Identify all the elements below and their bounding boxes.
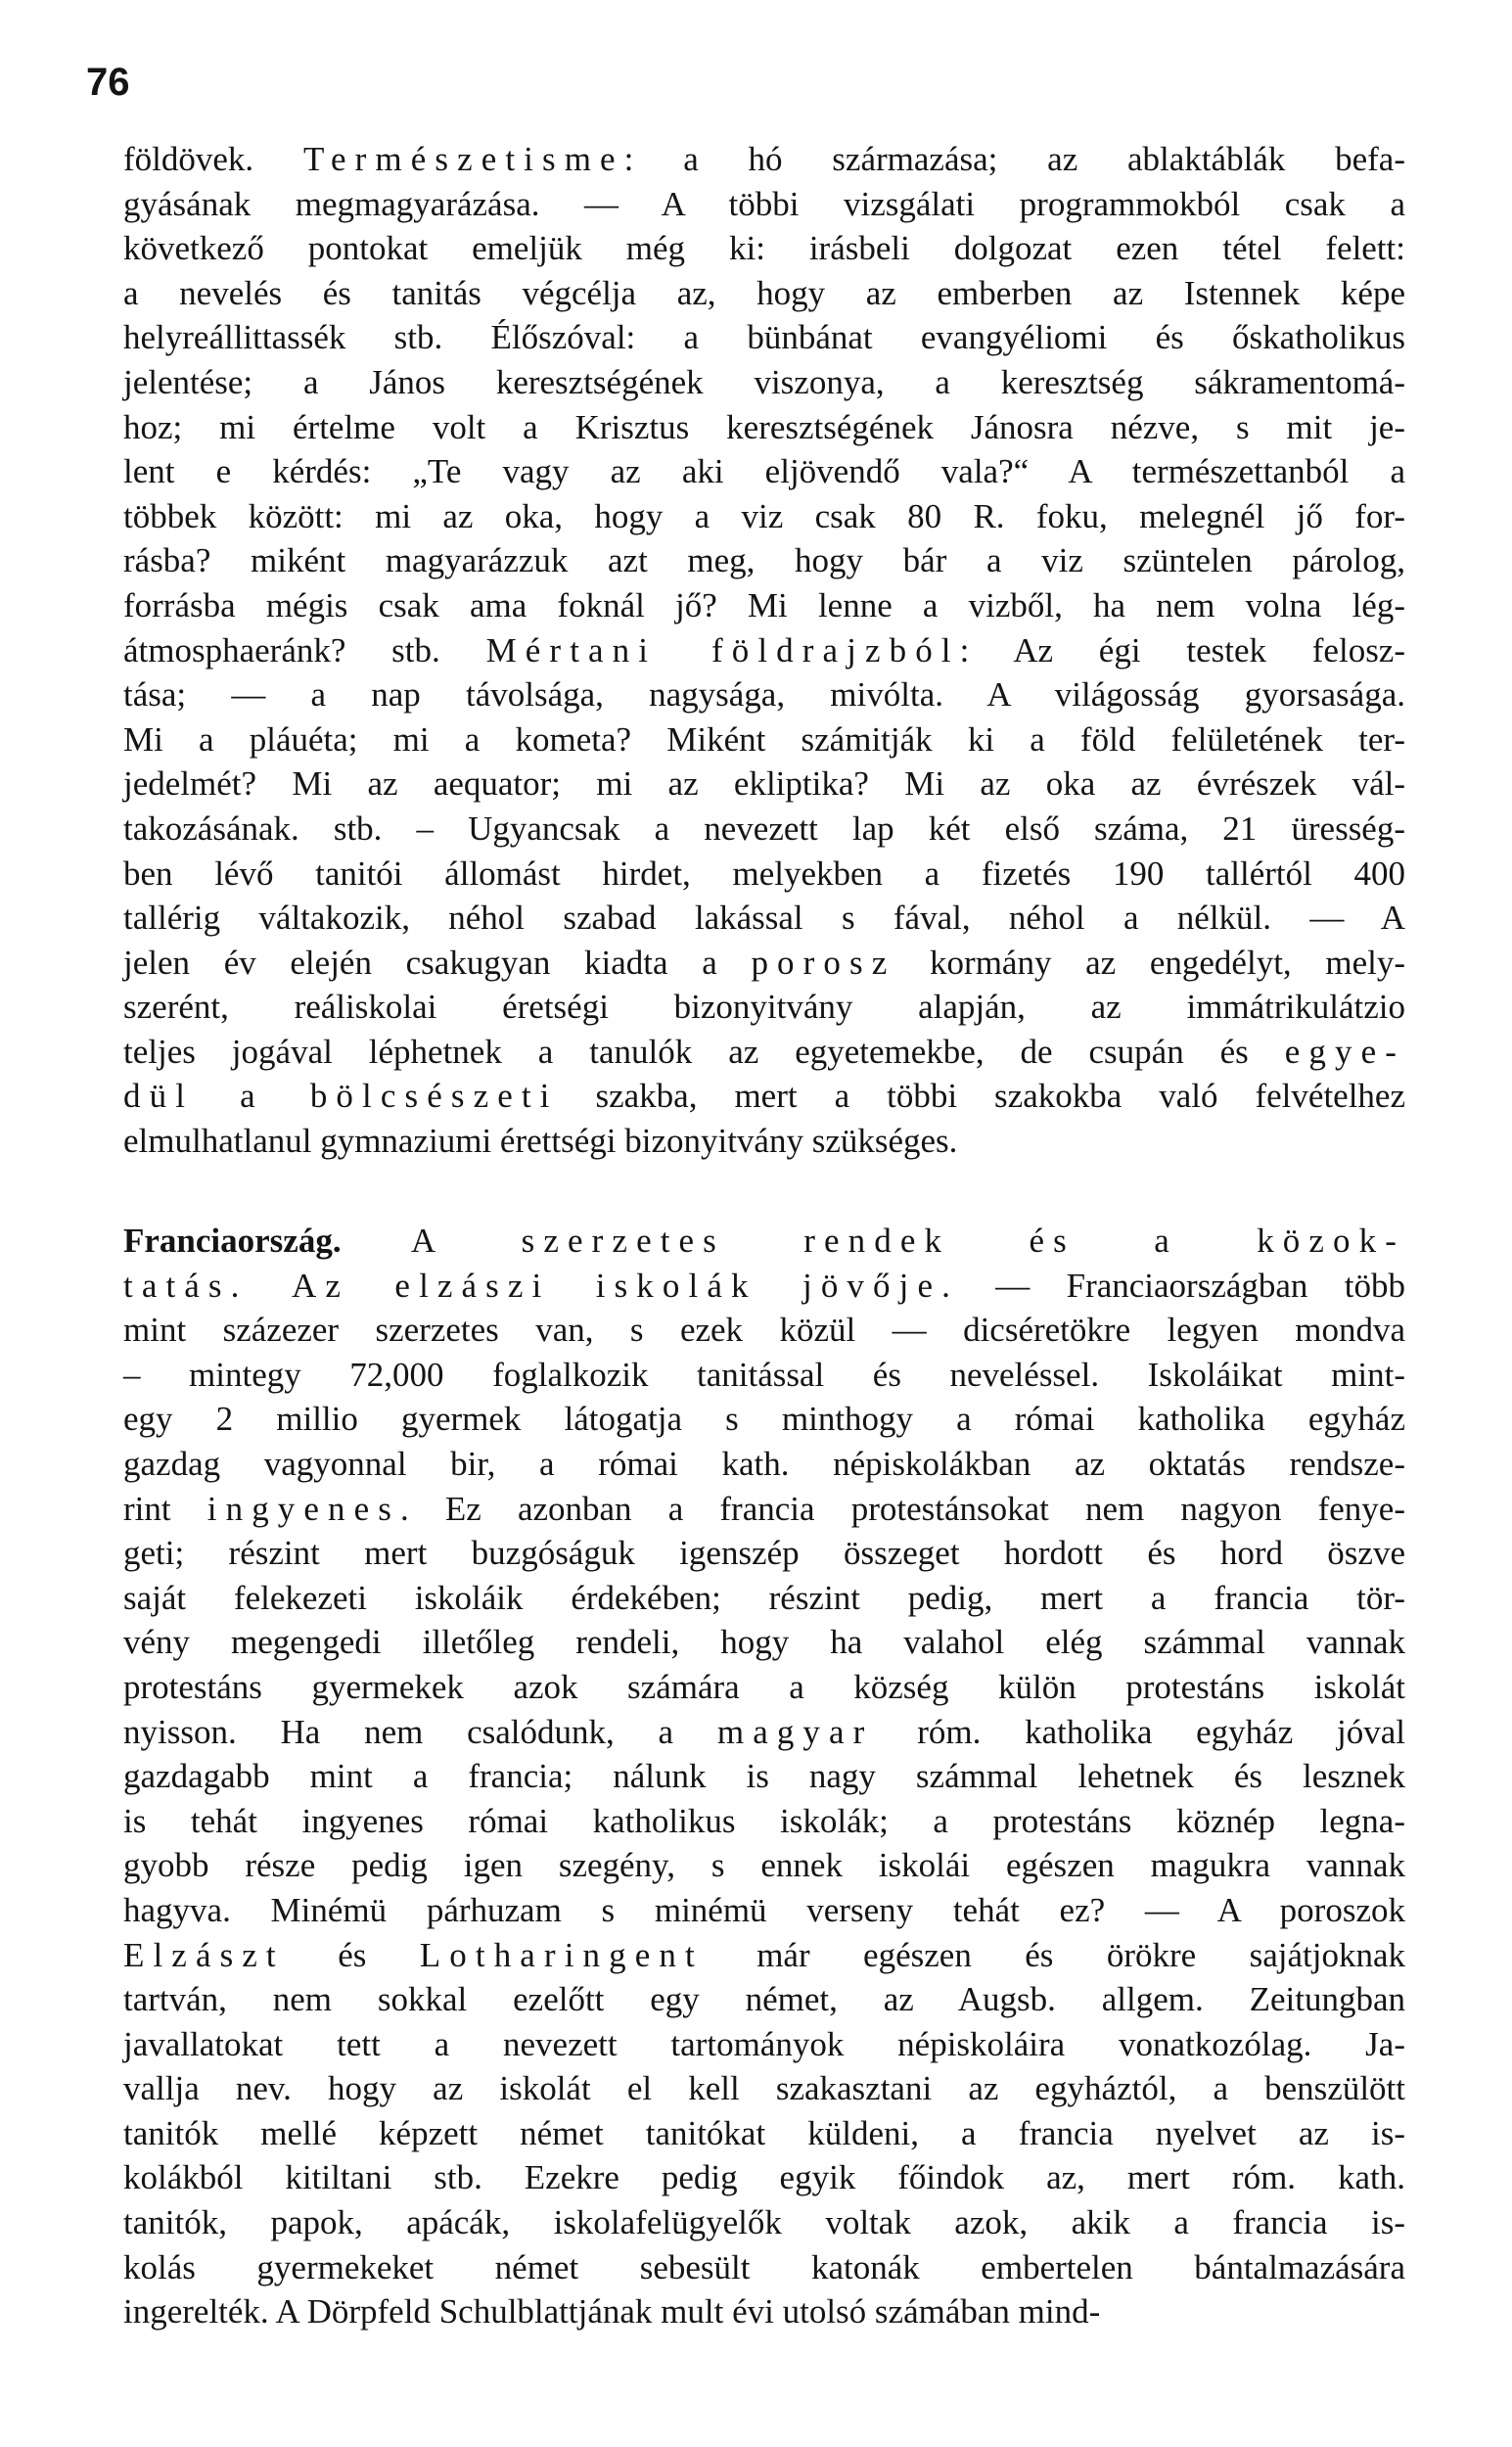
text-line [123,672,1405,717]
text-run: tása; — a nap távolsága, nagysága, mivólta. A világosság gyorsasága. [123,675,1405,715]
text-run: tanitók mellé képzett német tanitókat küldeni, a francia nyelvet az is- [123,2113,1405,2152]
text-line [123,1710,1405,1755]
text-line [123,1487,1405,1532]
text-run: szakba, mert a többi szakokba való felvételhez [558,1077,1405,1116]
text-line [123,762,1405,807]
text-run: gyásának megmagyarázása. — A többi vizsgálati programmokból csak a [123,184,1405,223]
text-run: helyreállittassék stb. Élőszóval: a bünbánat evangyéliomi és őskatholikus [123,318,1405,357]
spaced-emphasis: A szerzetes rendek és a közok- [410,1222,1405,1260]
text-run: jelen év elején csakugyan kiadta a [123,943,752,982]
text-line [123,1397,1405,1442]
text-run: hagyva. Minémü párhuzam s minémü verseny tehát ez? — A poroszok [123,1890,1405,1929]
text-line [123,449,1405,494]
spaced-emphasis: porosz [751,943,896,982]
text-run: protestáns gyermekek azok számára a község külön protestáns iskolát [123,1667,1405,1706]
text-line [123,137,1405,182]
text-line [123,1353,1405,1398]
text-line [123,226,1405,271]
spaced-emphasis: ingyenes [206,1489,400,1528]
text-run: tanitók, papok, apácák, iskolafelügyelők voltak azok, akik a francia is- [123,2203,1405,2242]
text-line [123,941,1405,986]
text-line [123,271,1405,316]
text-run: egy 2 millio gyermek látogatja s minthogy a római katholika egyház [123,1400,1405,1439]
text-run: vallja nev. hogy az iskolát el kell szakasztani az egyháztól, a benszülött [123,2069,1405,2108]
text-line [123,717,1405,762]
text-run: tartván, nem sokkal ezelőtt egy német, az Augsb. allgem. Zeitungban [123,1980,1405,2019]
text-run: következő pontokat emeljük még ki: irásbeli dolgozat ezen tétel felett: [123,229,1405,268]
text-run: ben lévő tanitói állomást hirdet, melyekben a fizetés 190 tallértól 400 [123,854,1405,893]
spaced-emphasis: dül a bölcsészeti [123,1077,559,1116]
text-run: forrásba mégis csak ama foknál jő? Mi lenne a vizből, ha nem volna lég- [123,585,1405,624]
text-run: lent e kérdés: „Te vagy az aki eljövendő vala?“ A természettanból a [123,452,1405,491]
text-line [123,1665,1405,1710]
text-line [123,2022,1405,2067]
text-run: — Franciaországban több [958,1266,1405,1305]
text-line [123,2155,1405,2200]
page-number: 76 [86,61,130,104]
text-run: már egészen és örökre sajátjoknak [703,1935,1406,1974]
text-run: kolákból kitiltani stb. Ezekre pedig egyik főindok az, mert róm. kath. [123,2158,1405,2197]
text-line [123,852,1405,897]
text-line [123,1119,1405,1164]
section-heading: Franciaország. [123,1222,342,1260]
text-line [123,1620,1405,1665]
text-run: hoz; mi értelme volt a Krisztus keresztségének Jánosra nézve, s mit je- [123,407,1405,446]
text-line [123,896,1405,941]
spaced-emphasis: egye- [1284,1032,1405,1071]
text-line [123,1219,1405,1264]
spaced-emphasis: Mértani földrajzból [485,630,960,669]
spaced-emphasis: Elzászt [123,1935,285,1974]
text-run: elmulhatlanul gymnaziumi érettségi bizonyitvány szükséges. [123,1122,958,1161]
text-run: teljes jogával léphetnek a tanulók az egyetemekbe, de csupán és [123,1032,1285,1071]
text-line [123,1264,1405,1309]
text-line [123,494,1405,539]
text-run: szerént, reáliskolai éretségi bizonyitvány alapján, az immátrikulátzio [123,988,1405,1027]
text-run: kolás gyermekeket német sebesült katonák embertelen bántalmazására [123,2247,1405,2286]
text-line [123,1843,1405,1888]
text-line [123,1576,1405,1621]
text-line [123,985,1405,1030]
text-run: saját felekezeti iskoláik érdekében; részint pedig, mert a francia tör- [123,1578,1405,1617]
paragraph-examinations [123,137,1405,1164]
text-run: jelentése; a János keresztségének viszonya, a keresztség sákramentomá- [123,362,1405,401]
text-run: róm. katholika egyház jóval [873,1712,1405,1751]
text-line [123,1442,1405,1487]
text-line [123,1030,1405,1075]
text-run: javallatokat tett a nevezett tartományok népiskoláira vonatkozólag. Ja- [123,2024,1405,2063]
text-run: rint [123,1489,207,1528]
text-run: Mi a pláuéta; mi a kometa? Miként számitják ki a föld felületének ter- [123,719,1405,759]
text-line [123,315,1405,360]
text-line [123,1074,1405,1119]
text-run: tallérig váltakozik, néhol szabad lakással s fával, néhol a nélkül. — A [123,899,1405,938]
text-run: . Ez azonban a francia protestánsokat nem nagyon fenye- [399,1489,1405,1528]
text-line [123,1933,1405,1978]
text-run: átmosphaeránk? stb. [123,630,486,669]
text-line [123,2245,1405,2290]
text-run: nyisson. Ha nem csalódunk, a [123,1712,717,1751]
text-run: gyobb része pedig igen szegény, s ennek iskolái egészen magukra vannak [123,1846,1405,1885]
text-run: gazdag vagyonnal bir, a római kath. népiskolákban az oktatás rendsze- [123,1444,1405,1483]
text-run: takozásának. stb. – Ugyancsak a nevezett lap két első száma, 21 üresség- [123,808,1405,848]
text-run: rásba? miként magyarázzuk azt meg, hogy bár a viz szüntelen párolog, [123,541,1405,580]
text-line [123,2200,1405,2245]
text-line [123,405,1405,450]
text-run: jedelmét? Mi az aequator; mi az ekliptika? Mi az oka az évrészek vál- [123,764,1405,804]
text-line [123,1531,1405,1576]
text-run: – mintegy 72,000 foglalkozik tanitással és neveléssel. Iskoláikat mint- [123,1355,1405,1394]
text-run: gazdagabb mint a francia; nálunk is nagy számmal lehetnek és lesznek [123,1757,1405,1796]
text-line [123,1754,1405,1799]
spaced-emphasis: Természetisme [302,140,624,178]
text-line [123,2066,1405,2111]
text-run: és [284,1935,420,1974]
text-run: többek között: mi az oka, hogy a viz csak 80 R. foku, melegnél jő for- [123,496,1405,535]
text-line [123,583,1405,628]
text-line [123,1799,1405,1844]
text-run: a nevelés és tanitás végcélja az, hogy az emberben az Istennek képe [123,273,1405,312]
text-run: is tehát ingyenes római katholikus iskolák; a protestáns köznép legna- [123,1801,1405,1840]
text-line [123,1977,1405,2022]
text-line [123,807,1405,852]
text-run [342,1222,411,1260]
text-run: : a hó származása; az ablaktáblák befa- [623,140,1405,178]
text-run: : Az égi testek felosz- [959,630,1406,669]
text-run: ingerelték. A Dörpfeld Schulblattjának mult évi utolsó számában mind- [123,2292,1101,2332]
text-line [123,182,1405,227]
text-line [123,360,1405,405]
text-run: kormány az engedélyt, mely- [895,943,1405,982]
text-run: geti; részint mert buzgóságuk igenszép összeget hordott és hord öszve [123,1534,1405,1573]
text-run: földövek. [123,140,303,178]
text-line [123,628,1405,673]
spaced-emphasis: Lotharingent [419,1935,704,1974]
spaced-emphasis: tatás. Az elzászi iskolák jövője. [123,1266,959,1305]
text-run: mint százezer szerzetes van, s ezek közül — dicséretökre legyen mondva [123,1311,1405,1350]
text-line [123,1308,1405,1353]
text-line [123,2111,1405,2156]
paragraph-franciaorszag [123,1219,1405,2334]
text-line [123,1888,1405,1933]
text-line [123,538,1405,583]
spaced-emphasis: magyar [716,1712,874,1751]
text-line [123,2289,1405,2334]
text-run: vény megengedi illetőleg rendeli, hogy ha valahol elég számmal vannak [123,1623,1405,1662]
